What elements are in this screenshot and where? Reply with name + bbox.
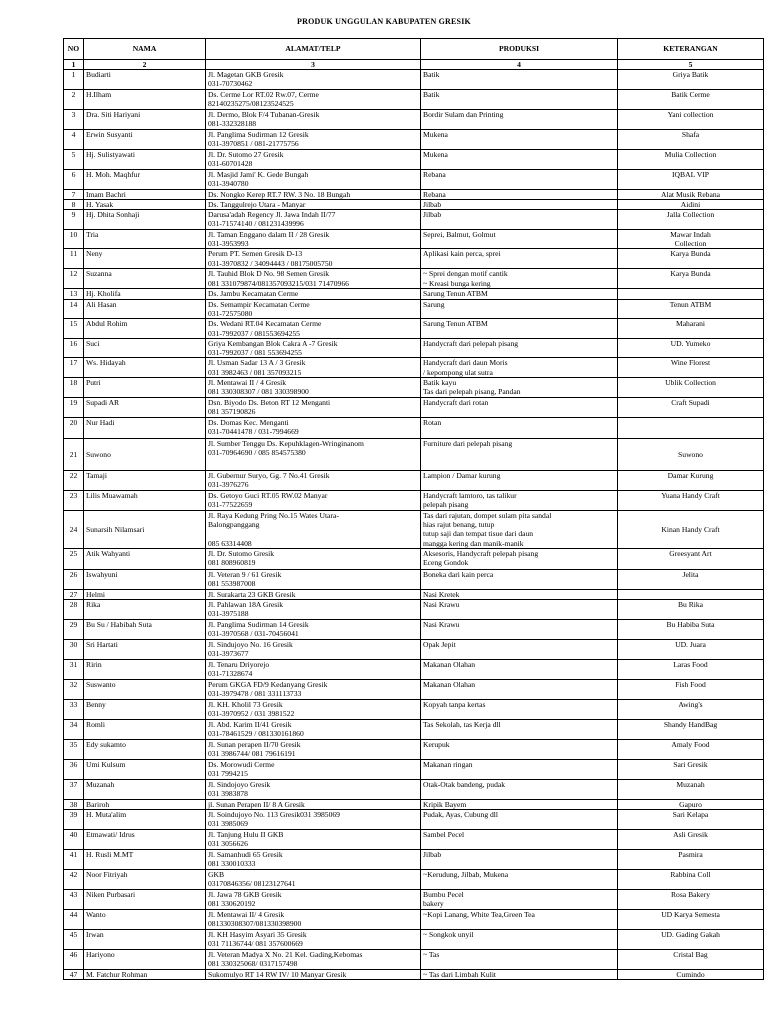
row-number: 7 [64,189,84,199]
row-name: Supadi AR [84,398,206,418]
table-row [64,129,764,149]
row-production: Rebana [421,189,618,199]
row-name: Suzanna [84,269,206,289]
row-name: Abdul Rohim [84,319,206,339]
row-address: Griya Kembangan Blok Cakra A -7 Gresik 031-7992037 / 081 553694255 [206,338,421,358]
row-number: 14 [64,299,84,319]
row-number: 43 [64,890,84,910]
row-remarks: Rabbina Coll [618,870,764,890]
row-address: Darusa'adah Regency Jl. Jawa Indah II/77 031-71574140 / 081231439996 [206,210,421,230]
row-production: ~ Songkok unyil [421,930,618,950]
row-address: Jl. Mentawai II / 4 Gresik 081 330308307 / 081 330398900 [206,378,421,398]
row-remarks: Mulia Collection [618,149,764,169]
row-address: Ds. Jambu Kecamatan Cerme [206,289,421,299]
row-name: Rika [84,600,206,620]
row-address: Ds. Semampir Kecamatan Cerme 031-72575080 [206,299,421,319]
row-number: 33 [64,699,84,719]
row-number: 26 [64,569,84,589]
row-production: Otak-Otak bandeng, pudak [421,779,618,799]
row-production: Jilbab [421,210,618,230]
row-name: Romli [84,719,206,739]
table-row [64,90,764,110]
row-remarks: Sari Gresik [618,759,764,779]
row-name: Ali Hasan [84,299,206,319]
table-row [64,338,764,358]
row-number: 45 [64,930,84,950]
row-remarks: Batik Cerme [618,90,764,110]
row-number: 8 [64,199,84,209]
row-production: Rebana [421,169,618,189]
table-row [64,149,764,169]
table-row [64,378,764,398]
table-row [64,210,764,230]
row-remarks: Cumindo [618,969,764,979]
table-row [64,870,764,890]
row-production: Handycraft dari rotan [421,398,618,418]
table-row [64,910,764,930]
row-production: Sambel Pecel [421,830,618,850]
row-name: Bu Su / Habibah Suta [84,619,206,639]
table-row [64,319,764,339]
row-remarks: Damar Kurung [618,471,764,491]
row-remarks [618,289,764,299]
row-name: Helmi [84,589,206,599]
row-name: Irwan [84,930,206,950]
row-remarks: Shafa [618,129,764,149]
row-number: 23 [64,491,84,511]
column-number: 4 [421,60,618,70]
table-row [64,759,764,779]
row-production: Bumbu Pecel bakery [421,890,618,910]
row-address: Jl. Sindujoyo No. 16 Gresik 031-3973677 [206,639,421,659]
row-production: Tas Sekolah, tas Kerja dll [421,719,618,739]
row-address: Jl. Panglima Sudirman 12 Gresik 031-3970851 / 081-21775756 [206,129,421,149]
row-name: Wanto [84,910,206,930]
row-address: Jl. Surakarta 23 GKB Gresik [206,589,421,599]
table-row [64,249,764,269]
row-number: 11 [64,249,84,269]
row-number: 44 [64,910,84,930]
row-production: Jilbab [421,850,618,870]
row-remarks: Karya Bunda [618,269,764,289]
row-name: Suci [84,338,206,358]
row-number: 13 [64,289,84,299]
row-number: 1 [64,70,84,90]
header-no: NO [64,39,84,60]
row-name: Tria [84,229,206,249]
row-address: jl. Sunan Perapen II/ 8 A Gresik [206,799,421,809]
row-number: 46 [64,950,84,970]
row-production: ~Kopi Lanang, White Tea,Green Tea [421,910,618,930]
column-number: 5 [618,60,764,70]
row-remarks: Jelita [618,569,764,589]
row-number: 10 [64,229,84,249]
row-production: Batik kayu Tas dari pelepah pisang, Pandan [421,378,618,398]
row-production: Tas dari rajutan, dompet sulam pita sandal hias rajut benang, tutup tutup saji dan tempat tisue dari daun mangga kering dan manik-manik [421,510,618,548]
row-number: 15 [64,319,84,339]
row-production: Mukena [421,149,618,169]
row-address: Ds. Morowudi Cerme 031 7994215 [206,759,421,779]
row-remarks: Wine Florest [618,358,764,378]
table-row [64,779,764,799]
row-name: Edy sukamto [84,739,206,759]
row-address: Jl. Jawa 78 GKB Gresik 081 330620192 [206,890,421,910]
row-production: Seprei, Balmut, Golmut [421,229,618,249]
row-number: 32 [64,679,84,699]
row-number: 6 [64,169,84,189]
row-remarks: Craft Supadi [618,398,764,418]
table-row [64,289,764,299]
row-remarks: Bu Rika [618,600,764,620]
row-number: 39 [64,810,84,830]
row-name: Hj. Sulistyawati [84,149,206,169]
table-row [64,418,764,439]
table-row [64,699,764,719]
row-remarks: Awing's [618,699,764,719]
row-name: Budiarti [84,70,206,90]
row-production: Pudak, Ayas, Cubung dll [421,810,618,830]
row-address: Jl. Masjid Jami' K. Gede Bungah 031-3940780 [206,169,421,189]
row-production: Sarung [421,299,618,319]
row-name: Hj. Kholifa [84,289,206,299]
table-row [64,299,764,319]
row-production: Nasi Kretek [421,589,618,599]
row-number: 29 [64,619,84,639]
row-production: Makanan Olahan [421,679,618,699]
row-name: Erwin Susyanti [84,129,206,149]
row-remarks [618,589,764,599]
table-row [64,589,764,599]
row-address: Ds. Wedani RT.04 Kecamatan Cerme 031-7992037 / 081553694255 [206,319,421,339]
row-number: 41 [64,850,84,870]
header-produksi: PRODUKSI [421,39,618,60]
row-number: 25 [64,548,84,569]
row-remarks: Suwono [618,439,764,471]
row-production: ~ Sprei dengan motif cantik ~ Kreasi bunga kering [421,269,618,289]
table-row [64,810,764,830]
row-name: H. Moh. Maqhfur [84,169,206,189]
row-remarks: Tenun ATBM [618,299,764,319]
row-number: 42 [64,870,84,890]
table-row [64,439,764,471]
row-remarks: UD. Gading Gakah [618,930,764,950]
table-row [64,491,764,511]
table-row [64,969,764,979]
row-production: Sarung Tenun ATBM [421,289,618,299]
row-remarks: Ublik Collection [618,378,764,398]
row-name: Atik Wahyanti [84,548,206,569]
row-number: 9 [64,210,84,230]
row-remarks: UD. Juara [618,639,764,659]
row-number: 27 [64,589,84,599]
row-remarks: Yani collection [618,110,764,130]
table-row [64,110,764,130]
row-address: Jl. Dermo, Blok F/4 Tubanan-Gresik 081-332328188 [206,110,421,130]
row-production: Opak Jepit [421,639,618,659]
table-row [64,799,764,809]
row-production: Aplikasi kain perca, sprei [421,249,618,269]
row-remarks: UD Karya Semesta [618,910,764,930]
row-number: 36 [64,759,84,779]
row-remarks: Greesyant Art [618,548,764,569]
row-number: 17 [64,358,84,378]
row-remarks: Mawar Indah Collection [618,229,764,249]
row-production: Kerupuk [421,739,618,759]
row-number: 40 [64,830,84,850]
row-production: Nasi Krawu [421,619,618,639]
row-name: Putri [84,378,206,398]
row-number: 5 [64,149,84,169]
row-name: H. Rusli M.MT [84,850,206,870]
row-address: Jl. Tanjung Hulu II GKB 031 3056626 [206,830,421,850]
row-remarks: Pasmira [618,850,764,870]
row-number: 2 [64,90,84,110]
header-keterangan: KETERANGAN [618,39,764,60]
row-number: 19 [64,398,84,418]
row-remarks: Jalla Collection [618,210,764,230]
row-remarks [618,418,764,439]
row-name: M. Fatchur Rohman [84,969,206,979]
row-name: Ws. Hidayah [84,358,206,378]
row-production: Handycraft dari daun Moris / kepompong ulat sutra [421,358,618,378]
row-name: H. Muta'alim [84,810,206,830]
row-remarks: Yuana Handy Craft [618,491,764,511]
row-number: 4 [64,129,84,149]
row-address: Jl. Tenaru Driyorejo 031-71328674 [206,659,421,679]
row-production: Sarung Tenun ATBM [421,319,618,339]
table-row [64,619,764,639]
row-address: Jl. Panglima Sudirman 14 Gresik 031-3970568 / 031-70456041 [206,619,421,639]
row-address: Perum PT. Semen Gresik D-13 031-3970832 / 34094443 / 08175005750 [206,249,421,269]
row-remarks: Kinan Handy Craft [618,510,764,548]
row-number: 34 [64,719,84,739]
table-row [64,70,764,90]
row-remarks: Aidini [618,199,764,209]
row-name: Nur Hadi [84,418,206,439]
row-production: ~ Tas [421,950,618,970]
row-number: 3 [64,110,84,130]
table-row [64,169,764,189]
table-row [64,189,764,199]
row-address: Jl. Samanhudi 65 Gresik 081 330010333 [206,850,421,870]
table-row [64,890,764,910]
row-number: 31 [64,659,84,679]
row-address: Jl. Magetan GKB Gresik 031-70730462 [206,70,421,90]
row-address: Jl. Sunan perapen II/70 Gresik 031 3986744/ 081 79616191 [206,739,421,759]
table-row [64,659,764,679]
table-row [64,679,764,699]
row-production: Boneka dari kain perca [421,569,618,589]
row-address: Jl. Tauhid Blok D No. 98 Semen Gresik 081 331079874/081357093215/031 71470966 [206,269,421,289]
row-address: Jl. Veteran Madya X No. 21 Kel. Gading,Kebomas 081 330325068/ 0317157498 [206,950,421,970]
row-address: Jl. Raya Kedung Pring No.15 Wates Utara- Balongpanggang 085 63314408 [206,510,421,548]
row-remarks: Asli Gresik [618,830,764,850]
row-production: ~ Tas dari Limbah Kulit [421,969,618,979]
row-address: Sukomulyo RT 14 RW IV/ 10 Manyar Gresik [206,969,421,979]
row-production: Furniture dari pelepah pisang [421,439,618,471]
row-number: 24 [64,510,84,548]
column-number: 3 [206,60,421,70]
row-remarks: Gapuro [618,799,764,809]
table-row [64,950,764,970]
row-remarks: Bu Habiba Suta [618,619,764,639]
row-remarks: IQBAL VIP [618,169,764,189]
table-row [64,569,764,589]
row-address: Jl. Sindojoyo Gresik 031 3983878 [206,779,421,799]
row-name: H. Yasak [84,199,206,209]
row-number: 28 [64,600,84,620]
row-number: 38 [64,799,84,809]
row-production: Batik [421,90,618,110]
row-production: Bordir Sulam dan Printing [421,110,618,130]
row-name: Dra. Siti Hariyani [84,110,206,130]
row-address: Jl. Usman Sadar 13 A / 3 Gresik 031 3982463 / 081 357093215 [206,358,421,378]
document-title: PRODUK UNGGULAN KABUPATEN GRESIK [297,17,471,26]
row-name: Noor Fitriyah [84,870,206,890]
row-name: Iswahyuni [84,569,206,589]
row-remarks: Griya Batik [618,70,764,90]
row-name: Ririn [84,659,206,679]
header-alamat: ALAMAT/TELP [206,39,421,60]
row-production: Batik [421,70,618,90]
table-row [64,639,764,659]
row-production: Makanan Olahan [421,659,618,679]
row-remarks: Shandy HandBag [618,719,764,739]
row-remarks: Rosa Bakery [618,890,764,910]
row-production: ~Kerudung, Jilbab, Mukena [421,870,618,890]
table-row [64,830,764,850]
row-number: 35 [64,739,84,759]
row-address: Perum GKGA FD/9 Kedanyang Gresik 031-3979478 / 081 331113733 [206,679,421,699]
row-production: Handycraft dari pelepah pisang [421,338,618,358]
row-address: Jl. KH. Kholil 73 Gresik 031-3970952 / 031 3981522 [206,699,421,719]
row-name: Neny [84,249,206,269]
row-remarks: Maharani [618,319,764,339]
row-address: Jl. Veteran 9 / 61 Gresik 081 553987008 [206,569,421,589]
row-number: 12 [64,269,84,289]
row-name: Benny [84,699,206,719]
row-name: Niken Purbasari [84,890,206,910]
row-remarks: Cristal Bag [618,950,764,970]
table-body [64,70,764,980]
row-address: Dsn. Biyodo Ds. Beton RT 12 Menganti 081 357190826 [206,398,421,418]
table-row [64,269,764,289]
row-name: H.Ilham [84,90,206,110]
row-address: Ds. Nongko Kerep RT.7 RW. 3 No. 18 Bungah [206,189,421,199]
column-number-row [64,60,764,70]
table-row [64,471,764,491]
row-name: Sri Hartati [84,639,206,659]
table-row [64,548,764,569]
row-name: Umi Kulsum [84,759,206,779]
table-row [64,229,764,249]
row-name: Muzanah [84,779,206,799]
row-production: Nasi Krawu [421,600,618,620]
row-name: Imam Bachri [84,189,206,199]
row-remarks: Alat Musik Rebana [618,189,764,199]
row-number: 18 [64,378,84,398]
row-name: Etmawati/ Idrus [84,830,206,850]
row-production: Rotan [421,418,618,439]
row-name: Suswanto [84,679,206,699]
table-row [64,850,764,870]
row-address: Jl. Sumber Tenggu Ds. Kepuhklagen-Wringinanom 031-70964690 / 085 854575380 [206,439,421,471]
row-production: Lampion / Damar kurung [421,471,618,491]
row-production: Kripik Bayem [421,799,618,809]
row-production: Handycraft lamtoro, tas talikur pelepah pisang [421,491,618,511]
row-name: Sunarsih Nilamsari [84,510,206,548]
row-address: Jl. KH Hasyim Asyari 35 Gresik 031 71136744/ 081 357600669 [206,930,421,950]
row-remarks: Karya Bunda [618,249,764,269]
row-number: 30 [64,639,84,659]
row-address: Jl. Dr. Sutomo Gresik 081 808960819 [206,548,421,569]
table-row [64,358,764,378]
row-address: Jl. Taman Enggano dalam II / 28 Gresik 031-3953993 [206,229,421,249]
row-remarks: UD. Yumeko [618,338,764,358]
row-address: GKB 03170846356/ 08123127641 [206,870,421,890]
row-address: Jl. Gubernur Suryo, Gg. 7 No.41 Gresik 031-3976276 [206,471,421,491]
row-address: Jl. Soindujoyo No. 113 Gresik031 3985069 031 3985069 [206,810,421,830]
row-remarks: Amaly Food [618,739,764,759]
row-name: Suwono [84,439,206,471]
row-name: Lilis Muawamah [84,491,206,511]
row-address: Jl. Dr. Sutomo 27 Gresik 031-60701428 [206,149,421,169]
row-production: Kopyah tanpa kertas [421,699,618,719]
row-production: Mukena [421,129,618,149]
row-address: Ds. Domas Kec. Menganti 031-70441478 / 031-7994669 [206,418,421,439]
table-row [64,510,764,548]
column-number: 2 [84,60,206,70]
row-address: Ds. Getoyo Guci RT.05 RW.02 Manyar 031-77522659 [206,491,421,511]
row-remarks: Fish Food [618,679,764,699]
table-row [64,398,764,418]
row-number: 22 [64,471,84,491]
table-row [64,199,764,209]
row-remarks: Laras Food [618,659,764,679]
row-production: Jilbab [421,199,618,209]
row-address: Ds. Tanggulrejo Utara - Manyar [206,199,421,209]
row-remarks: Muzanah [618,779,764,799]
row-name: Tamaji [84,471,206,491]
row-production: Aksesoris, Handycraft pelepah pisang Eceng Gondok [421,548,618,569]
header-row [64,39,764,60]
row-address: Jl. Mentawai II/ 4 Gresik 081330308307/081330398900 [206,910,421,930]
row-address: Jl. Pahlawan 18A Gresik 031-3975188 [206,600,421,620]
row-name: Hariyono [84,950,206,970]
row-remarks: Sari Kelapa [618,810,764,830]
table-row [64,600,764,620]
row-number: 37 [64,779,84,799]
table-row [64,739,764,759]
column-number: 1 [64,60,84,70]
table-row [64,719,764,739]
row-address: Ds. Cerme Lor RT.02 Rw.07, Cerme 82140235275/08123524525 [206,90,421,110]
row-address: Jl. Abd. Karim II/41 Gresik 031-78461529 / 081330161860 [206,719,421,739]
product-table [63,38,764,980]
row-number: 16 [64,338,84,358]
table-row [64,930,764,950]
row-name: Hj. Dhita Sonhaji [84,210,206,230]
row-number: 20 [64,418,84,439]
row-production: Makanan ringan [421,759,618,779]
row-name: Bariroh [84,799,206,809]
header-nama: NAMA [84,39,206,60]
row-number: 21 [64,439,84,471]
row-number: 47 [64,969,84,979]
